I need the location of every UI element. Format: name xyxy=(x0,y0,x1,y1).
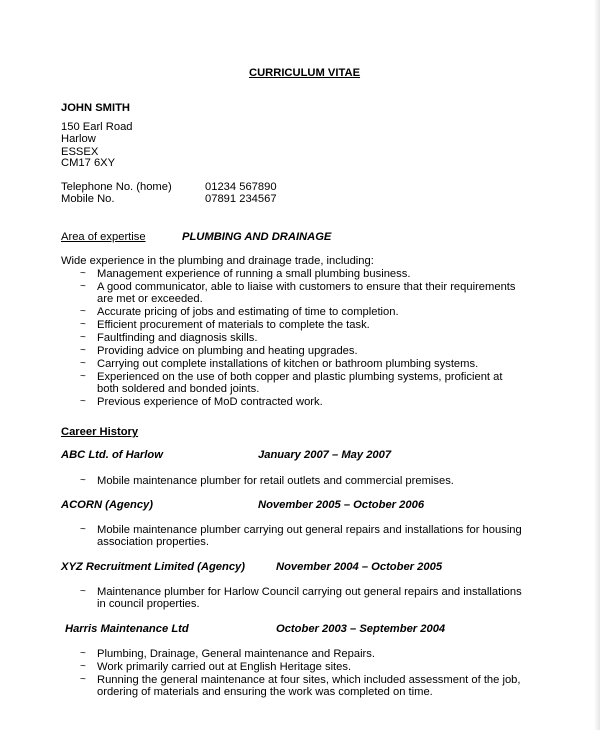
list-item: Mobile maintenance plumber carrying out general repairs and installations for housing xyxy=(97,524,522,536)
job-employer: ACORN (Agency) xyxy=(61,499,153,511)
mobile-phone-value: 07891 234567 xyxy=(205,193,277,205)
bullet-tilde-icon: ~ xyxy=(80,358,86,369)
list-item: Experienced on the use of both copper and plastic plumbing systems, proficient at xyxy=(97,371,503,383)
bullet-tilde-icon: ~ xyxy=(80,281,86,292)
job-employer: Harris Maintenance Ltd xyxy=(65,623,189,635)
job-dates: January 2007 – May 2007 xyxy=(258,449,392,461)
job-employer: ABC Ltd. of Harlow xyxy=(61,449,163,461)
bullet-tilde-icon: ~ xyxy=(80,586,86,597)
list-item-continuation: in council properties. xyxy=(97,598,200,610)
list-item-continuation: both soldered and bonded joints. xyxy=(97,383,260,395)
bullet-tilde-icon: ~ xyxy=(80,345,86,356)
address-line: 150 Earl Road xyxy=(61,121,133,133)
address-line: ESSEX xyxy=(61,146,99,158)
list-item: Accurate pricing of jobs and estimating of time to completion. xyxy=(97,306,399,318)
list-item: Efficient procurement of materials to complete the task. xyxy=(97,319,370,331)
bullet-tilde-icon: ~ xyxy=(80,396,86,407)
mobile-phone-label: Mobile No. xyxy=(61,193,115,205)
list-item-continuation: association properties. xyxy=(97,536,209,548)
list-item-continuation: ordering of materials and ensuring the work was completed on time. xyxy=(97,686,433,698)
bullet-tilde-icon: ~ xyxy=(80,319,86,330)
list-item: Mobile maintenance plumber for retail outlets and commercial premises. xyxy=(97,475,454,487)
bullet-tilde-icon: ~ xyxy=(80,661,86,672)
bullet-tilde-icon: ~ xyxy=(80,371,86,382)
list-item: Faultfinding and diagnosis skills. xyxy=(97,332,258,344)
address-line: Harlow xyxy=(61,133,96,145)
job-dates: November 2005 – October 2006 xyxy=(258,499,425,511)
list-item: Management experience of running a small plumbing business. xyxy=(97,268,411,280)
address-line: CM17 6XY xyxy=(61,157,116,169)
page-edge-shadow xyxy=(594,0,600,730)
job-dates: October 2003 – September 2004 xyxy=(276,623,446,635)
bullet-tilde-icon: ~ xyxy=(80,475,86,486)
list-item: Carrying out complete installations of kitchen or bathroom plumbing systems. xyxy=(97,358,479,370)
list-item: A good communicator, able to liaise with customers to ensure that their requirements xyxy=(97,281,516,293)
bullet-tilde-icon: ~ xyxy=(80,524,86,535)
bullet-tilde-icon: ~ xyxy=(80,648,86,659)
bullet-tilde-icon: ~ xyxy=(80,268,86,279)
cv-title: CURRICULUM VITAE xyxy=(249,67,361,79)
candidate-name: JOHN SMITH xyxy=(61,102,130,114)
list-item-continuation: are met or exceeded. xyxy=(97,293,203,305)
list-item: Plumbing, Drainage, General maintenance and Repairs. xyxy=(97,648,375,660)
list-item: Running the general maintenance at four sites, which included assessment of the job, xyxy=(97,674,521,686)
home-phone-value: 01234 567890 xyxy=(205,181,277,193)
job-employer: XYZ Recruitment Limited (Agency) xyxy=(61,561,245,573)
job-dates: November 2004 – October 2005 xyxy=(276,561,443,573)
list-item: Work primarily carried out at English Heritage sites. xyxy=(97,661,352,673)
list-item: Maintenance plumber for Harlow Council carrying out general repairs and installations xyxy=(97,586,522,598)
bullet-tilde-icon: ~ xyxy=(80,332,86,343)
career-heading: Career History xyxy=(61,426,139,438)
list-item: Providing advice on plumbing and heating upgrades. xyxy=(97,345,358,357)
expertise-field: PLUMBING AND DRAINAGE xyxy=(182,231,332,243)
expertise-heading: Area of expertise xyxy=(61,231,146,243)
home-phone-label: Telephone No. (home) xyxy=(61,181,172,193)
expertise-intro: Wide experience in the plumbing and drainage trade, including: xyxy=(61,255,374,267)
list-item: Previous experience of MoD contracted work. xyxy=(97,396,323,408)
bullet-tilde-icon: ~ xyxy=(80,306,86,317)
bullet-tilde-icon: ~ xyxy=(80,674,86,685)
